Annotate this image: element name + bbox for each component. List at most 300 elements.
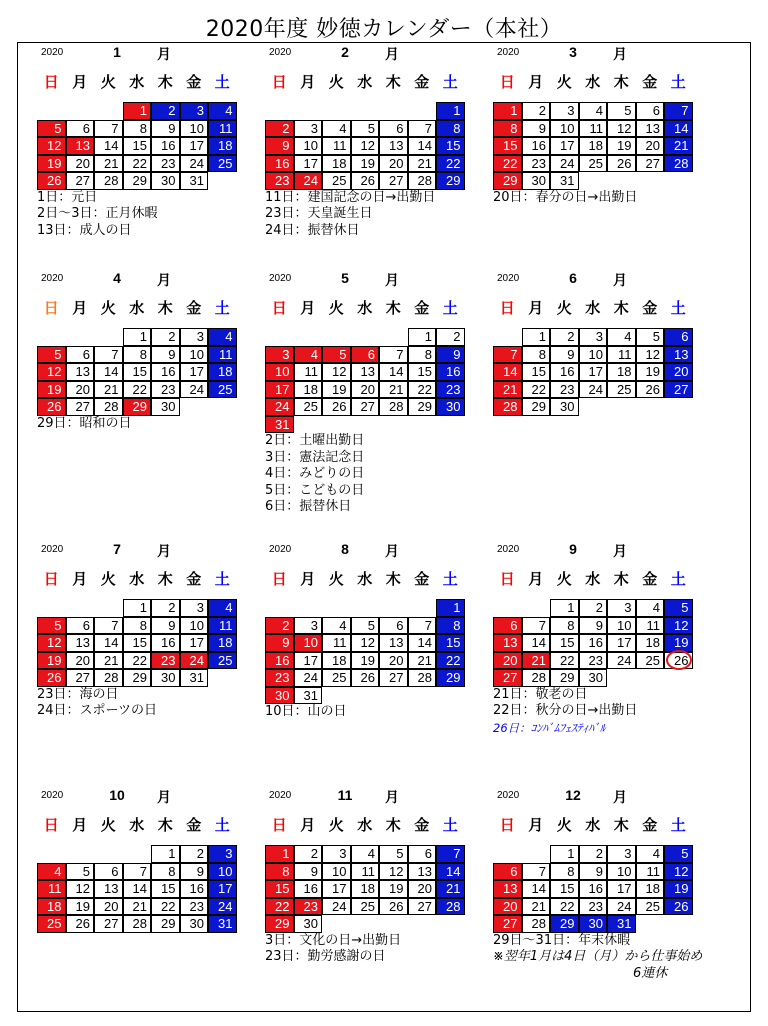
day-cell: 14 — [493, 363, 522, 381]
day-cell: 16 — [265, 155, 294, 173]
day-cell: 19 — [322, 381, 351, 399]
day-cell: 20 — [351, 381, 380, 399]
month-header — [37, 787, 257, 807]
day-cell: 20 — [66, 381, 95, 399]
day-cell: 17 — [294, 155, 323, 173]
day-cell: 22 — [522, 381, 551, 399]
month-year: 2020 — [269, 544, 292, 555]
day-cell: 13 — [66, 634, 95, 652]
day-cell: 18 — [294, 381, 323, 399]
day-cell: 22 — [408, 381, 437, 399]
day-cell: 8 — [265, 863, 294, 881]
day-cell: 7 — [522, 617, 551, 635]
month-year: 2020 — [41, 544, 64, 555]
day-cell: 30 — [265, 687, 294, 705]
month-label: 月 — [613, 544, 627, 560]
day-cell: 11 — [208, 617, 237, 635]
day-cell: 9 — [151, 120, 180, 138]
day-cell: 2 — [579, 845, 608, 863]
weekday-header: 土 — [670, 816, 686, 834]
day-cell: 31 — [180, 172, 209, 190]
month-number: 2 — [341, 44, 349, 60]
day-cell: 1 — [123, 328, 152, 346]
day-cell: 3 — [265, 346, 294, 364]
day-cell: 31 — [294, 687, 323, 705]
holiday-note: ※翌年1月は4日（月）から仕事始め — [493, 949, 703, 964]
day-cell: 15 — [436, 137, 465, 155]
weekday-header: 月 — [300, 570, 316, 588]
day-cell: 21 — [408, 652, 437, 670]
day-cell: 26 — [322, 398, 351, 416]
day-cell: 17 — [294, 652, 323, 670]
holiday-note: 20日：春分の日→出勤日 — [493, 189, 638, 205]
weekday-header: 水 — [357, 73, 373, 91]
day-cell: 16 — [522, 137, 551, 155]
day-cell: 27 — [408, 898, 437, 916]
day-cell: 3 — [180, 599, 209, 617]
month-year: 2020 — [497, 273, 520, 284]
day-cell: 8 — [493, 120, 522, 138]
day-cell: 22 — [436, 155, 465, 173]
day-cell: 5 — [322, 346, 351, 364]
month-header — [37, 44, 257, 64]
day-cell: 15 — [408, 363, 437, 381]
month-6 — [493, 270, 713, 500]
month-label: 月 — [385, 790, 399, 806]
day-cell: 28 — [123, 915, 152, 933]
day-cell: 8 — [550, 617, 579, 635]
day-cell: 2 — [180, 845, 209, 863]
month-label: 月 — [385, 47, 399, 63]
weekday-header: 土 — [670, 570, 686, 588]
day-cell: 1 — [408, 328, 437, 346]
day-cell: 11 — [636, 863, 665, 881]
day-cell: 11 — [322, 634, 351, 652]
day-cell: 7 — [522, 863, 551, 881]
day-cell: 20 — [379, 155, 408, 173]
day-cell: 12 — [351, 634, 380, 652]
day-cell: 25 — [636, 898, 665, 916]
day-cell: 3 — [294, 120, 323, 138]
day-cell: 15 — [123, 634, 152, 652]
day-cell: 4 — [208, 102, 237, 120]
day-cell: 22 — [493, 155, 522, 173]
month-label: 月 — [613, 790, 627, 806]
day-cell: 3 — [607, 845, 636, 863]
day-cell: 10 — [265, 363, 294, 381]
weekday-header: 日 — [43, 816, 59, 834]
day-cell: 1 — [151, 845, 180, 863]
weekday-header: 土 — [442, 816, 458, 834]
weekday-header: 土 — [442, 299, 458, 317]
month-header — [493, 270, 713, 290]
day-cell: 22 — [550, 898, 579, 916]
day-cell: 25 — [322, 669, 351, 687]
day-cell: 31 — [208, 915, 237, 933]
day-cell: 11 — [351, 863, 380, 881]
day-cell: 16 — [436, 363, 465, 381]
holiday-note: 29日：昭和の日 — [37, 415, 132, 431]
day-cell: 4 — [579, 102, 608, 120]
weekday-header: 水 — [585, 816, 601, 834]
day-cell: 2 — [579, 599, 608, 617]
day-cell: 1 — [436, 102, 465, 120]
day-cell: 2 — [151, 102, 180, 120]
day-cell: 13 — [351, 363, 380, 381]
day-cell: 27 — [351, 398, 380, 416]
day-cell: 18 — [636, 880, 665, 898]
day-cell: 25 — [208, 652, 237, 670]
holiday-note: 10日：山の日 — [265, 704, 347, 719]
weekday-header: 火 — [100, 570, 116, 588]
weekday-header: 日 — [271, 299, 287, 317]
day-cell: 25 — [579, 155, 608, 173]
month-number: 3 — [569, 44, 577, 60]
month-year: 2020 — [269, 47, 292, 58]
day-cell: 4 — [208, 599, 237, 617]
day-cell: 13 — [66, 363, 95, 381]
month-header — [493, 787, 713, 807]
month-notes — [265, 190, 435, 240]
day-cell: 12 — [37, 137, 66, 155]
day-cell: 12 — [607, 120, 636, 138]
day-cell: 24 — [180, 155, 209, 173]
day-cell: 31 — [180, 669, 209, 687]
day-cell: 2 — [265, 617, 294, 635]
weekday-header: 金 — [642, 299, 658, 317]
weekday-header: 火 — [328, 816, 344, 834]
day-cell: 21 — [94, 155, 123, 173]
day-cell: 5 — [607, 102, 636, 120]
weekday-header: 月 — [72, 73, 88, 91]
weekday-header: 月 — [300, 299, 316, 317]
weekday-header: 土 — [214, 299, 230, 317]
weekday-header: 木 — [613, 73, 629, 91]
day-cell: 10 — [550, 120, 579, 138]
weekday-header: 日 — [43, 73, 59, 91]
day-cell: 22 — [550, 652, 579, 670]
day-cell: 13 — [94, 880, 123, 898]
holiday-note: 6日：振替休日 — [265, 499, 352, 514]
day-cell: 6 — [379, 120, 408, 138]
day-cell: 21 — [664, 137, 693, 155]
day-cell: 29 — [493, 172, 522, 190]
weekday-header: 土 — [442, 73, 458, 91]
day-cell: 4 — [37, 863, 66, 881]
day-cell: 19 — [351, 155, 380, 173]
day-cell: 13 — [66, 137, 95, 155]
weekday-header: 木 — [385, 299, 401, 317]
day-cell: 9 — [522, 120, 551, 138]
day-cell: 6 — [493, 863, 522, 881]
day-cell: 29 — [123, 398, 152, 416]
day-cell: 7 — [379, 346, 408, 364]
month-1 — [37, 44, 257, 274]
month-header — [265, 787, 485, 807]
day-cell: 26 — [37, 398, 66, 416]
day-cell: 12 — [322, 363, 351, 381]
weekday-header: 日 — [499, 816, 515, 834]
day-cell: 10 — [180, 120, 209, 138]
month-3 — [493, 44, 713, 274]
day-cell: 5 — [66, 863, 95, 881]
day-cell: 23 — [550, 381, 579, 399]
day-cell: 11 — [579, 120, 608, 138]
month-number: 8 — [341, 541, 349, 557]
day-cell: 15 — [550, 880, 579, 898]
day-cell: 5 — [351, 617, 380, 635]
day-cell: 28 — [94, 398, 123, 416]
weekday-header: 土 — [214, 570, 230, 588]
day-cell: 11 — [208, 346, 237, 364]
day-cell: 14 — [408, 137, 437, 155]
day-cell: 11 — [322, 137, 351, 155]
day-cell: 2 — [151, 599, 180, 617]
day-cell: 29 — [123, 172, 152, 190]
day-cell: 26 — [607, 155, 636, 173]
day-cell: 16 — [579, 880, 608, 898]
day-cell: 22 — [123, 155, 152, 173]
day-cell: 16 — [151, 634, 180, 652]
month-year: 2020 — [269, 273, 292, 284]
day-cell: 23 — [294, 898, 323, 916]
day-cell: 30 — [151, 669, 180, 687]
day-cell: 3 — [322, 845, 351, 863]
day-cell: 16 — [550, 363, 579, 381]
day-cell: 26 — [664, 898, 693, 916]
day-cell: 12 — [66, 880, 95, 898]
day-cell: 4 — [607, 328, 636, 346]
day-cell: 27 — [66, 398, 95, 416]
day-cell: 3 — [180, 102, 209, 120]
day-cell: 23 — [151, 652, 180, 670]
weekday-header: 日 — [271, 816, 287, 834]
weekday-header: 土 — [214, 73, 230, 91]
day-cell: 28 — [379, 398, 408, 416]
day-cell: 19 — [664, 634, 693, 652]
day-cell: 21 — [493, 381, 522, 399]
day-cell: 20 — [66, 155, 95, 173]
day-cell: 14 — [522, 634, 551, 652]
day-cell: 26 — [66, 915, 95, 933]
day-cell: 22 — [123, 381, 152, 399]
day-cell: 15 — [522, 363, 551, 381]
day-cell: 20 — [664, 363, 693, 381]
day-cell: 23 — [522, 155, 551, 173]
day-cell: 9 — [151, 346, 180, 364]
day-cell: 8 — [123, 120, 152, 138]
day-cell: 2 — [294, 845, 323, 863]
weekday-header: 火 — [556, 816, 572, 834]
day-cell: 14 — [94, 137, 123, 155]
day-cell: 21 — [522, 898, 551, 916]
holiday-note: 4日：みどりの日 — [265, 466, 365, 481]
day-cell: 18 — [607, 363, 636, 381]
month-notes — [493, 687, 637, 737]
holiday-note: 2日：土曜出勤日 — [265, 433, 365, 448]
day-cell: 3 — [550, 102, 579, 120]
day-cell: 18 — [208, 137, 237, 155]
weekday-header: 金 — [642, 570, 658, 588]
month-header — [493, 44, 713, 64]
month-12 — [493, 787, 713, 1017]
day-cell: 18 — [208, 634, 237, 652]
weekday-header: 月 — [300, 73, 316, 91]
day-cell: 4 — [322, 120, 351, 138]
day-cell: 15 — [550, 634, 579, 652]
day-cell: 7 — [94, 617, 123, 635]
weekday-header: 木 — [157, 73, 173, 91]
weekday-header: 火 — [100, 73, 116, 91]
day-cell: 24 — [550, 155, 579, 173]
month-year: 2020 — [41, 273, 64, 284]
day-cell: 29 — [123, 669, 152, 687]
day-cell: 28 — [94, 669, 123, 687]
day-cell: 13 — [664, 346, 693, 364]
day-cell: 24 — [579, 381, 608, 399]
month-header — [265, 44, 485, 64]
day-cell: 10 — [294, 137, 323, 155]
month-year: 2020 — [497, 47, 520, 58]
day-cell: 18 — [636, 634, 665, 652]
day-cell: 15 — [265, 880, 294, 898]
weekday-header: 火 — [100, 299, 116, 317]
day-cell: 27 — [66, 669, 95, 687]
day-cell: 23 — [265, 172, 294, 190]
day-cell: 16 — [180, 880, 209, 898]
weekday-header: 月 — [72, 570, 88, 588]
weekday-header: 水 — [585, 73, 601, 91]
day-cell: 10 — [579, 346, 608, 364]
day-cell: 31 — [550, 172, 579, 190]
day-cell: 16 — [265, 652, 294, 670]
day-cell: 4 — [636, 599, 665, 617]
day-cell: 9 — [579, 863, 608, 881]
weekday-header: 月 — [300, 816, 316, 834]
weekday-header: 水 — [129, 570, 145, 588]
day-cell: 22 — [265, 898, 294, 916]
day-cell: 19 — [607, 137, 636, 155]
holiday-note: 23日：海の日 — [37, 686, 119, 702]
month-2 — [265, 44, 485, 274]
day-cell: 4 — [208, 328, 237, 346]
day-cell: 9 — [265, 634, 294, 652]
day-cell: 23 — [265, 669, 294, 687]
holiday-note: 6連休 — [633, 965, 668, 981]
weekday-header: 金 — [186, 816, 202, 834]
day-cell: 4 — [322, 617, 351, 635]
month-11 — [265, 787, 485, 1017]
month-notes — [37, 687, 157, 720]
weekday-header: 土 — [442, 570, 458, 588]
weekday-header: 月 — [528, 570, 544, 588]
day-cell: 18 — [208, 363, 237, 381]
day-cell: 14 — [379, 363, 408, 381]
day-cell: 9 — [265, 137, 294, 155]
day-cell: 1 — [493, 102, 522, 120]
holiday-note: 23日：天皇誕生日 — [265, 206, 373, 221]
day-cell: 7 — [94, 346, 123, 364]
day-cell: 10 — [208, 863, 237, 881]
day-cell: 30 — [151, 398, 180, 416]
day-cell: 29 — [522, 398, 551, 416]
day-cell: 16 — [151, 363, 180, 381]
day-cell: 29 — [408, 398, 437, 416]
day-cell: 10 — [180, 617, 209, 635]
day-cell: 12 — [379, 863, 408, 881]
month-notes — [493, 190, 637, 207]
month-number: 7 — [113, 541, 121, 557]
day-cell: 15 — [123, 363, 152, 381]
day-cell: 29 — [436, 172, 465, 190]
day-cell: 19 — [37, 155, 66, 173]
day-cell: 5 — [37, 617, 66, 635]
month-notes — [37, 190, 158, 240]
weekday-header: 木 — [157, 299, 173, 317]
holiday-note: 2日～3日：正月休暇 — [37, 206, 158, 221]
day-cell: 19 — [379, 880, 408, 898]
day-cell: 9 — [151, 617, 180, 635]
month-year: 2020 — [41, 790, 64, 801]
weekday-header: 火 — [328, 299, 344, 317]
weekday-header: 水 — [357, 299, 373, 317]
day-cell: 24 — [180, 652, 209, 670]
month-4 — [37, 270, 257, 500]
day-cell: 18 — [37, 898, 66, 916]
day-cell: 13 — [493, 634, 522, 652]
day-cell: 10 — [322, 863, 351, 881]
day-cell: 4 — [636, 845, 665, 863]
weekday-header: 月 — [72, 816, 88, 834]
day-cell: 25 — [322, 172, 351, 190]
day-cell: 27 — [379, 669, 408, 687]
day-cell: 20 — [493, 898, 522, 916]
weekday-header: 火 — [100, 816, 116, 834]
day-cell: 7 — [94, 120, 123, 138]
day-cell: 8 — [123, 617, 152, 635]
day-cell: 27 — [493, 915, 522, 933]
day-cell: 18 — [322, 155, 351, 173]
day-cell: 20 — [408, 880, 437, 898]
weekday-header: 金 — [414, 816, 430, 834]
day-cell: 6 — [379, 617, 408, 635]
day-cell: 27 — [94, 915, 123, 933]
day-cell: 25 — [351, 898, 380, 916]
day-cell: 28 — [522, 915, 551, 933]
weekday-header: 日 — [43, 570, 59, 588]
day-cell: 24 — [294, 669, 323, 687]
month-header — [265, 541, 485, 561]
day-cell: 10 — [180, 346, 209, 364]
day-cell: 20 — [379, 652, 408, 670]
month-number: 1 — [113, 44, 121, 60]
day-cell: 5 — [37, 120, 66, 138]
month-number: 11 — [337, 787, 353, 803]
month-year: 2020 — [497, 544, 520, 555]
day-cell: 25 — [607, 381, 636, 399]
day-cell: 8 — [550, 863, 579, 881]
day-cell: 5 — [37, 346, 66, 364]
holiday-note: 29日～31日：年末休暇 — [493, 932, 631, 948]
day-cell: 6 — [408, 845, 437, 863]
day-cell: 30 — [579, 915, 608, 933]
day-cell: 2 — [522, 102, 551, 120]
day-cell: 30 — [522, 172, 551, 190]
day-cell: 17 — [180, 634, 209, 652]
day-cell: 6 — [66, 617, 95, 635]
weekday-header: 水 — [129, 299, 145, 317]
day-cell: 11 — [37, 880, 66, 898]
